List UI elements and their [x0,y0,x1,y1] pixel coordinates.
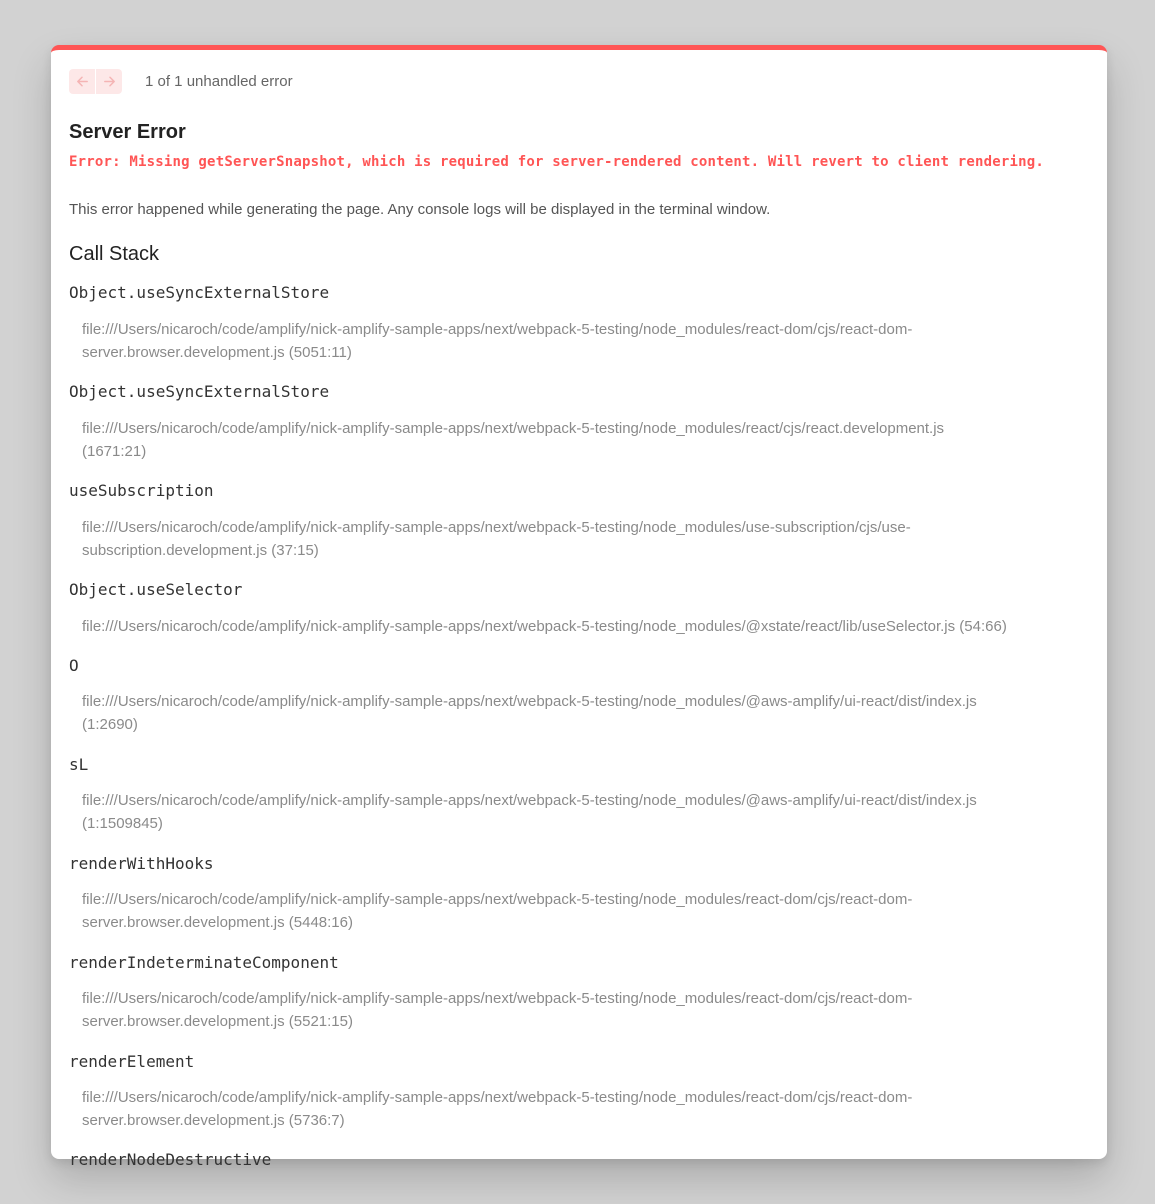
stack-frame-file-line: file:///Users/nicaroch/code/amplify/nick-amplify-sample-apps/next/webpack-5-testing/node_modules/@aws-amplify/ui-react/dist/index.js [82,792,977,809]
stack-frame-file[interactable] [82,987,1097,1033]
stack-frame-file-line: file:///Users/nicaroch/code/amplify/nick-amplify-sample-apps/next/webpack-5-testing/node_modules/use-subscription/cjs/use- [82,519,911,536]
call-stack-title: Call Stack [69,243,160,265]
stack-frame-file[interactable] [82,318,1097,364]
stack-frame-file-line: (1:2690) [82,716,138,733]
error-nav-buttons [69,69,122,94]
error-overlay-dialog [51,45,1107,1169]
stack-frame-function: renderWithHooks [69,854,214,873]
stack-frame-function: Object.useSelector [69,580,243,599]
error-title: Server Error [69,121,186,143]
stack-frame-function: O [69,656,79,675]
arrow-left-icon [75,74,90,89]
stack-frame-file-line: server.browser.development.js (5448:16) [82,914,353,931]
error-pagination [69,69,293,94]
stack-frame-function: Object.useSyncExternalStore [69,382,330,401]
stack-frame-file-line: file:///Users/nicaroch/code/amplify/nick-amplify-sample-apps/next/webpack-5-testing/node_modules/react-dom/cjs/react-dom- [82,990,913,1007]
stack-frame-file[interactable] [82,789,1097,835]
stack-frame-file[interactable] [82,615,1097,638]
stack-frame-file-line: (1671:21) [82,443,147,460]
stack-frame-file-line: server.browser.development.js (5521:15) [82,1013,353,1030]
stack-frame-function: renderElement [69,1052,195,1071]
stack-frame-file-line: file:///Users/nicaroch/code/amplify/nick-amplify-sample-apps/next/webpack-5-testing/node_modules/@xstate/react/lib/useSelector.js (54:66) [82,618,1007,635]
stack-frame-file[interactable] [82,888,1097,934]
stack-frame-file-line: file:///Users/nicaroch/code/amplify/nick-amplify-sample-apps/next/webpack-5-testing/node_modules/react/cjs/react.development.js [82,420,945,437]
stack-frame-file[interactable] [82,417,1097,463]
stack-frame-file-line: file:///Users/nicaroch/code/amplify/nick-amplify-sample-apps/next/webpack-5-testing/node_modules/react-dom/cjs/react-dom- [82,1089,913,1106]
stack-frame-file[interactable] [82,1086,1097,1132]
stack-frame-function: sL [69,755,89,774]
next-error-button[interactable] [95,69,122,94]
stack-frame-file-line: file:///Users/nicaroch/code/amplify/nick-amplify-sample-apps/next/webpack-5-testing/node_modules/@aws-amplify/ui-react/dist/index.js [82,693,977,710]
stack-frame-file-line: file:///Users/nicaroch/code/amplify/nick-amplify-sample-apps/next/webpack-5-testing/node_modules/react-dom/cjs/react-dom- [82,891,913,908]
stack-frame-file[interactable] [82,516,1097,562]
stack-frame-function: Object.useSyncExternalStore [69,283,330,302]
stack-frame-file[interactable] [82,690,1097,736]
stack-frame-file-line: server.browser.development.js (5051:11) [82,344,352,361]
error-count-label: 1 of 1 unhandled error [145,73,293,90]
stack-frame-function: renderNodeDestructive [69,1150,272,1169]
error-message: Error: Missing getServerSnapshot, which is required for server-rendered content. Will revert to client rendering. [69,154,1045,170]
stack-frame-file-line: server.browser.development.js (5736:7) [82,1112,345,1129]
stack-frame-file-line: subscription.development.js (37:15) [82,542,319,559]
previous-error-button[interactable] [69,69,95,94]
arrow-right-icon [102,74,117,89]
error-overlay-content [69,50,1093,1169]
stack-frame-function: useSubscription [69,481,214,500]
stack-frame-file-line: (1:1509845) [82,815,163,832]
error-description: This error happened while generating the page. Any console logs will be displayed in the terminal window. [69,201,771,218]
stack-frame-function: renderIndeterminateComponent [69,953,339,972]
stack-frame-file-line: file:///Users/nicaroch/code/amplify/nick-amplify-sample-apps/next/webpack-5-testing/node_modules/react-dom/cjs/react-dom- [82,321,913,338]
